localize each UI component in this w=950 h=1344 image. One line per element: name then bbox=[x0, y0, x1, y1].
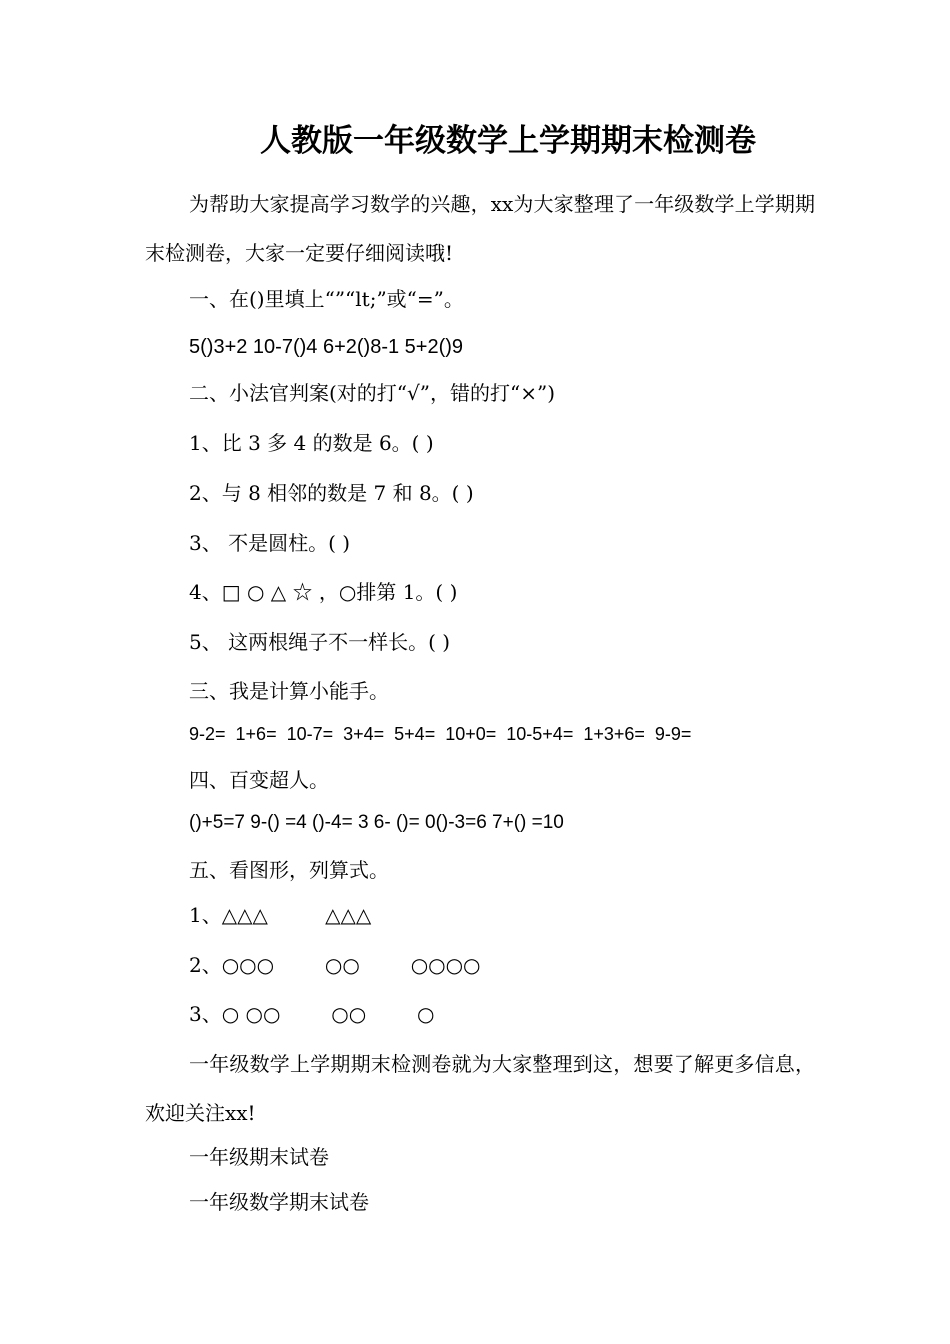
section-4-problems: ()+5=7 9-() =4 ()-4= 3 6- ()= 0()-3=6 7+() =10 bbox=[189, 812, 564, 833]
section-3-problems: 9-2= 1+6= 10-7= 3+4= 5+4= 10+0= 10-5+4= 1+3+6= 9-9= bbox=[189, 724, 692, 744]
section-1-problems: 5()3+2 10-7()4 6+2()8-1 5+2()9 bbox=[189, 336, 464, 358]
section-5-heading: 五、看图形，列算式。 bbox=[189, 858, 389, 882]
section-2-item: 4、□ ○ △ ☆ ，○排第 1。( ) bbox=[189, 580, 458, 604]
section-2-heading: 二、小法官判案(对的打“√”，错的打“×”) bbox=[189, 381, 556, 405]
closing-paragraph: 一年级数学上学期期末检测卷就为大家整理到这，想要了解更多信息，欢迎关注xx! bbox=[145, 1052, 815, 1125]
section-5-item: 1、△△△ △△△ bbox=[189, 903, 372, 927]
related-link: 一年级数学期末试卷 bbox=[189, 1190, 369, 1214]
section-5-item: 2、○○○ ○○ ○○○○ bbox=[189, 953, 481, 977]
section-2-item: 2、与 8 相邻的数是 7 和 8。( ) bbox=[189, 481, 474, 505]
section-3-heading: 三、我是计算小能手。 bbox=[189, 679, 389, 703]
related-link: 一年级期末试卷 bbox=[189, 1145, 329, 1169]
document-title: 人教版一年级数学上学期期末检测卷 bbox=[260, 123, 756, 159]
section-2-item: 3、 不是圆柱。( ) bbox=[189, 531, 351, 555]
section-5-item: 3、○ ○○ ○○ ○ bbox=[189, 1002, 435, 1026]
section-1-heading: 一、在()里填上“”“lt;”或“=”。 bbox=[189, 287, 464, 311]
intro-paragraph: 为帮助大家提高学习数学的兴趣，xx为大家整理了一年级数学上学期期末检测卷，大家一定要仔细阅读哦! bbox=[145, 192, 815, 265]
section-4-heading: 四、百变超人。 bbox=[189, 768, 329, 792]
section-2-item: 1、比 3 多 4 的数是 6。( ) bbox=[189, 431, 434, 455]
section-2-item: 5、 这两根绳子不一样长。( ) bbox=[189, 630, 451, 654]
